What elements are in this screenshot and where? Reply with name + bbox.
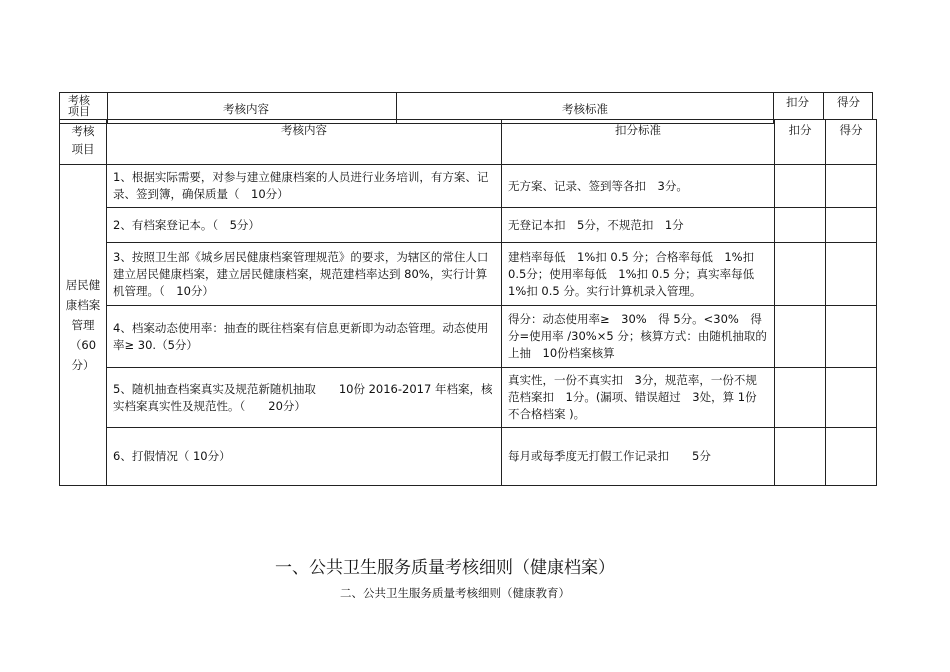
overlay-header-content: 考核内容 bbox=[223, 102, 269, 116]
overlay-header-deduct: 扣分 bbox=[786, 95, 809, 109]
score-cell bbox=[826, 368, 877, 428]
table-row bbox=[60, 243, 877, 306]
deduct-cell bbox=[775, 306, 826, 368]
row-content: 2、有档案登记本。（ 5分） bbox=[107, 208, 502, 243]
deduct-cell bbox=[775, 368, 826, 428]
overlay-header-score: 得分 bbox=[837, 95, 860, 109]
header-content: 考核内容 bbox=[107, 120, 502, 165]
row-standard: 建档率每低 1%扣 0.5 分；合格率每低 1%扣 0.5分；使用率每低 1%扣 0.5 分；真实率每低 1%扣 0.5 分。实行计算机录入管理。 bbox=[502, 243, 775, 306]
row-content: 1、根据实际需要，对参与建立健康档案的人员进行业务培训，有方案、记录、签到簿，确保质量（ 10分） bbox=[107, 165, 502, 208]
overlay-header-standard: 考核标准 bbox=[562, 102, 608, 116]
assessment-table bbox=[59, 119, 877, 486]
table-row bbox=[60, 165, 877, 208]
header-item: 考核项目 bbox=[60, 120, 107, 165]
row-standard: 无登记本扣 5分，不规范扣 1分 bbox=[502, 208, 775, 243]
row-content: 4、档案动态使用率：抽查的既往档案有信息更新即为动态管理。动态使用率≥ 30.（5分） bbox=[107, 306, 502, 368]
overlay-header-item: 考核项目 bbox=[68, 94, 90, 118]
header-standard: 扣分标准 bbox=[502, 120, 775, 165]
header-deduct: 扣分 bbox=[775, 120, 826, 165]
deduct-cell bbox=[775, 165, 826, 208]
overlay-header-deduct-cell bbox=[773, 92, 824, 120]
row-standard: 每月或每季度无打假工作记录扣 5分 bbox=[502, 428, 775, 486]
table-row bbox=[60, 368, 877, 428]
row-content: 6、打假情况（ 10分） bbox=[107, 428, 502, 486]
deduct-cell bbox=[775, 243, 826, 306]
table-header-row bbox=[60, 120, 877, 165]
score-cell bbox=[826, 243, 877, 306]
row-content: 3、按照卫生部《城乡居民健康档案管理规范》的要求，为辖区的常住人口建立居民健康档案，建立居民健康档案，规范建档率达到 80%，实行计算机管理。（ 10分） bbox=[107, 243, 502, 306]
table-row bbox=[60, 208, 877, 243]
row-standard: 真实性，一份不真实扣 3分，规范率，一份不规范档案扣 1分。(漏项、错误超过 3处，算 1份不合格档案 )。 bbox=[502, 368, 775, 428]
row-standard: 得分：动态使用率≥ 30% 得 5分。<30% 得分=使用率 /30%×5 分；核算方式：由随机抽取的上抽 10份档案核算 bbox=[502, 306, 775, 368]
header-score: 得分 bbox=[826, 120, 877, 165]
row-content: 5、随机抽查档案真实及规范新随机抽取 10份 2016-2017 年档案，核实档案真实性及规范性。（ 20分） bbox=[107, 368, 502, 428]
deduct-cell bbox=[775, 428, 826, 486]
table-row bbox=[60, 306, 877, 368]
section-title-health-education: 二、公共卫生服务质量考核细则（健康教育） bbox=[340, 586, 570, 600]
score-cell bbox=[826, 428, 877, 486]
deduct-cell bbox=[775, 208, 826, 243]
section-title-health-records: 一、公共卫生服务质量考核细则（健康档案） bbox=[275, 558, 615, 578]
row-standard: 无方案、记录、签到等各扣 3分。 bbox=[502, 165, 775, 208]
category-cell: 居民健康档案管理（60分） bbox=[60, 165, 107, 486]
score-cell bbox=[826, 208, 877, 243]
score-cell bbox=[826, 306, 877, 368]
overlay-header-score-cell bbox=[823, 92, 873, 120]
table-row bbox=[60, 428, 877, 486]
score-cell bbox=[826, 165, 877, 208]
